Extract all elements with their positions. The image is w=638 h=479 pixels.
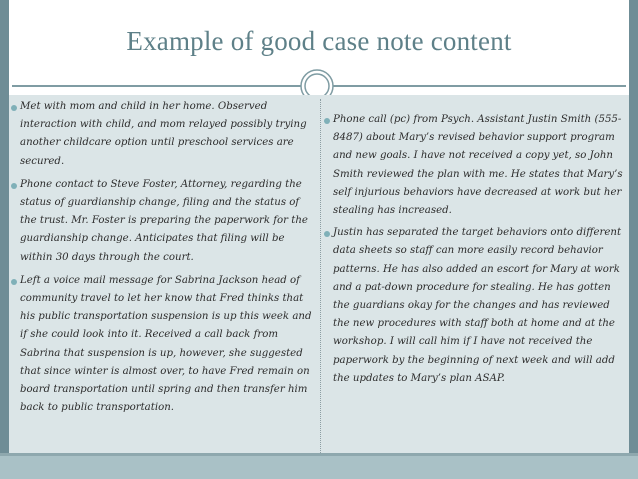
list-item-text: Met with mom and child in her home. Observed interaction with child, and mom relayed possibly trying another childcare option until preschool services are secured.: [20, 101, 307, 167]
list-item-text: Phone call (pc) from Psych. Assistant Justin Smith (555-8487) about Mary’s revised behavior support program and new goals. I have not received a copy yet, so John Smith reviewed the plan with me. He states that Mary’s self injurious behaviors have decreased at work but her stealing has increased.: [333, 114, 623, 217]
bullet-icon: [11, 105, 17, 111]
bullet-icon: [324, 118, 330, 124]
footer-bar: [0, 453, 638, 479]
list-item: [322, 111, 629, 220]
left-frame-bar: [0, 0, 9, 479]
bullet-icon: [11, 183, 17, 189]
list-item: [9, 98, 320, 171]
content-area: [9, 95, 629, 453]
column-separator: [320, 99, 321, 453]
list-item-text: Left a voice mail message for Sabrina Jackson head of community travel to let her know that Fred thinks that his public transportation suspension is up this week and if she could look into it. Received a call back from Sabrina that suspension is up, however, she suggested that since winter is almost over, to have Fred remain on board transportation until spring and then transfer him back to public transportation.: [20, 274, 312, 414]
list-item-text: Justin has separated the target behaviors onto different data sheets so staff can more easily record behavior patterns. He has also added an escort for Mary at work and a pat-down procedure for stealing. He has gotten the guardians okay for the changes and has reviewed the new procedures with staff both at home and at the workshop. I will call him if I have not received the paperwork by the beginning of next week and will add the updates to Mary’s plan ASAP.: [333, 227, 622, 384]
left-column: [9, 95, 320, 453]
list-item: [322, 224, 629, 388]
right-column: [322, 95, 629, 453]
list-item-text: Phone contact to Steve Foster, Attorney, regarding the status of guardianship change, filing and the status of the trust. Mr. Foster is preparing the paperwork for the guardianship change. Anticipates that filing will be within 30 days through the court.: [20, 178, 308, 263]
list-item: [9, 272, 320, 418]
right-frame-bar: [629, 0, 638, 479]
bullet-icon: [11, 279, 17, 285]
slide-title: Example of good case note content: [126, 26, 512, 56]
bullet-icon: [324, 231, 330, 237]
list-item: [9, 176, 320, 267]
